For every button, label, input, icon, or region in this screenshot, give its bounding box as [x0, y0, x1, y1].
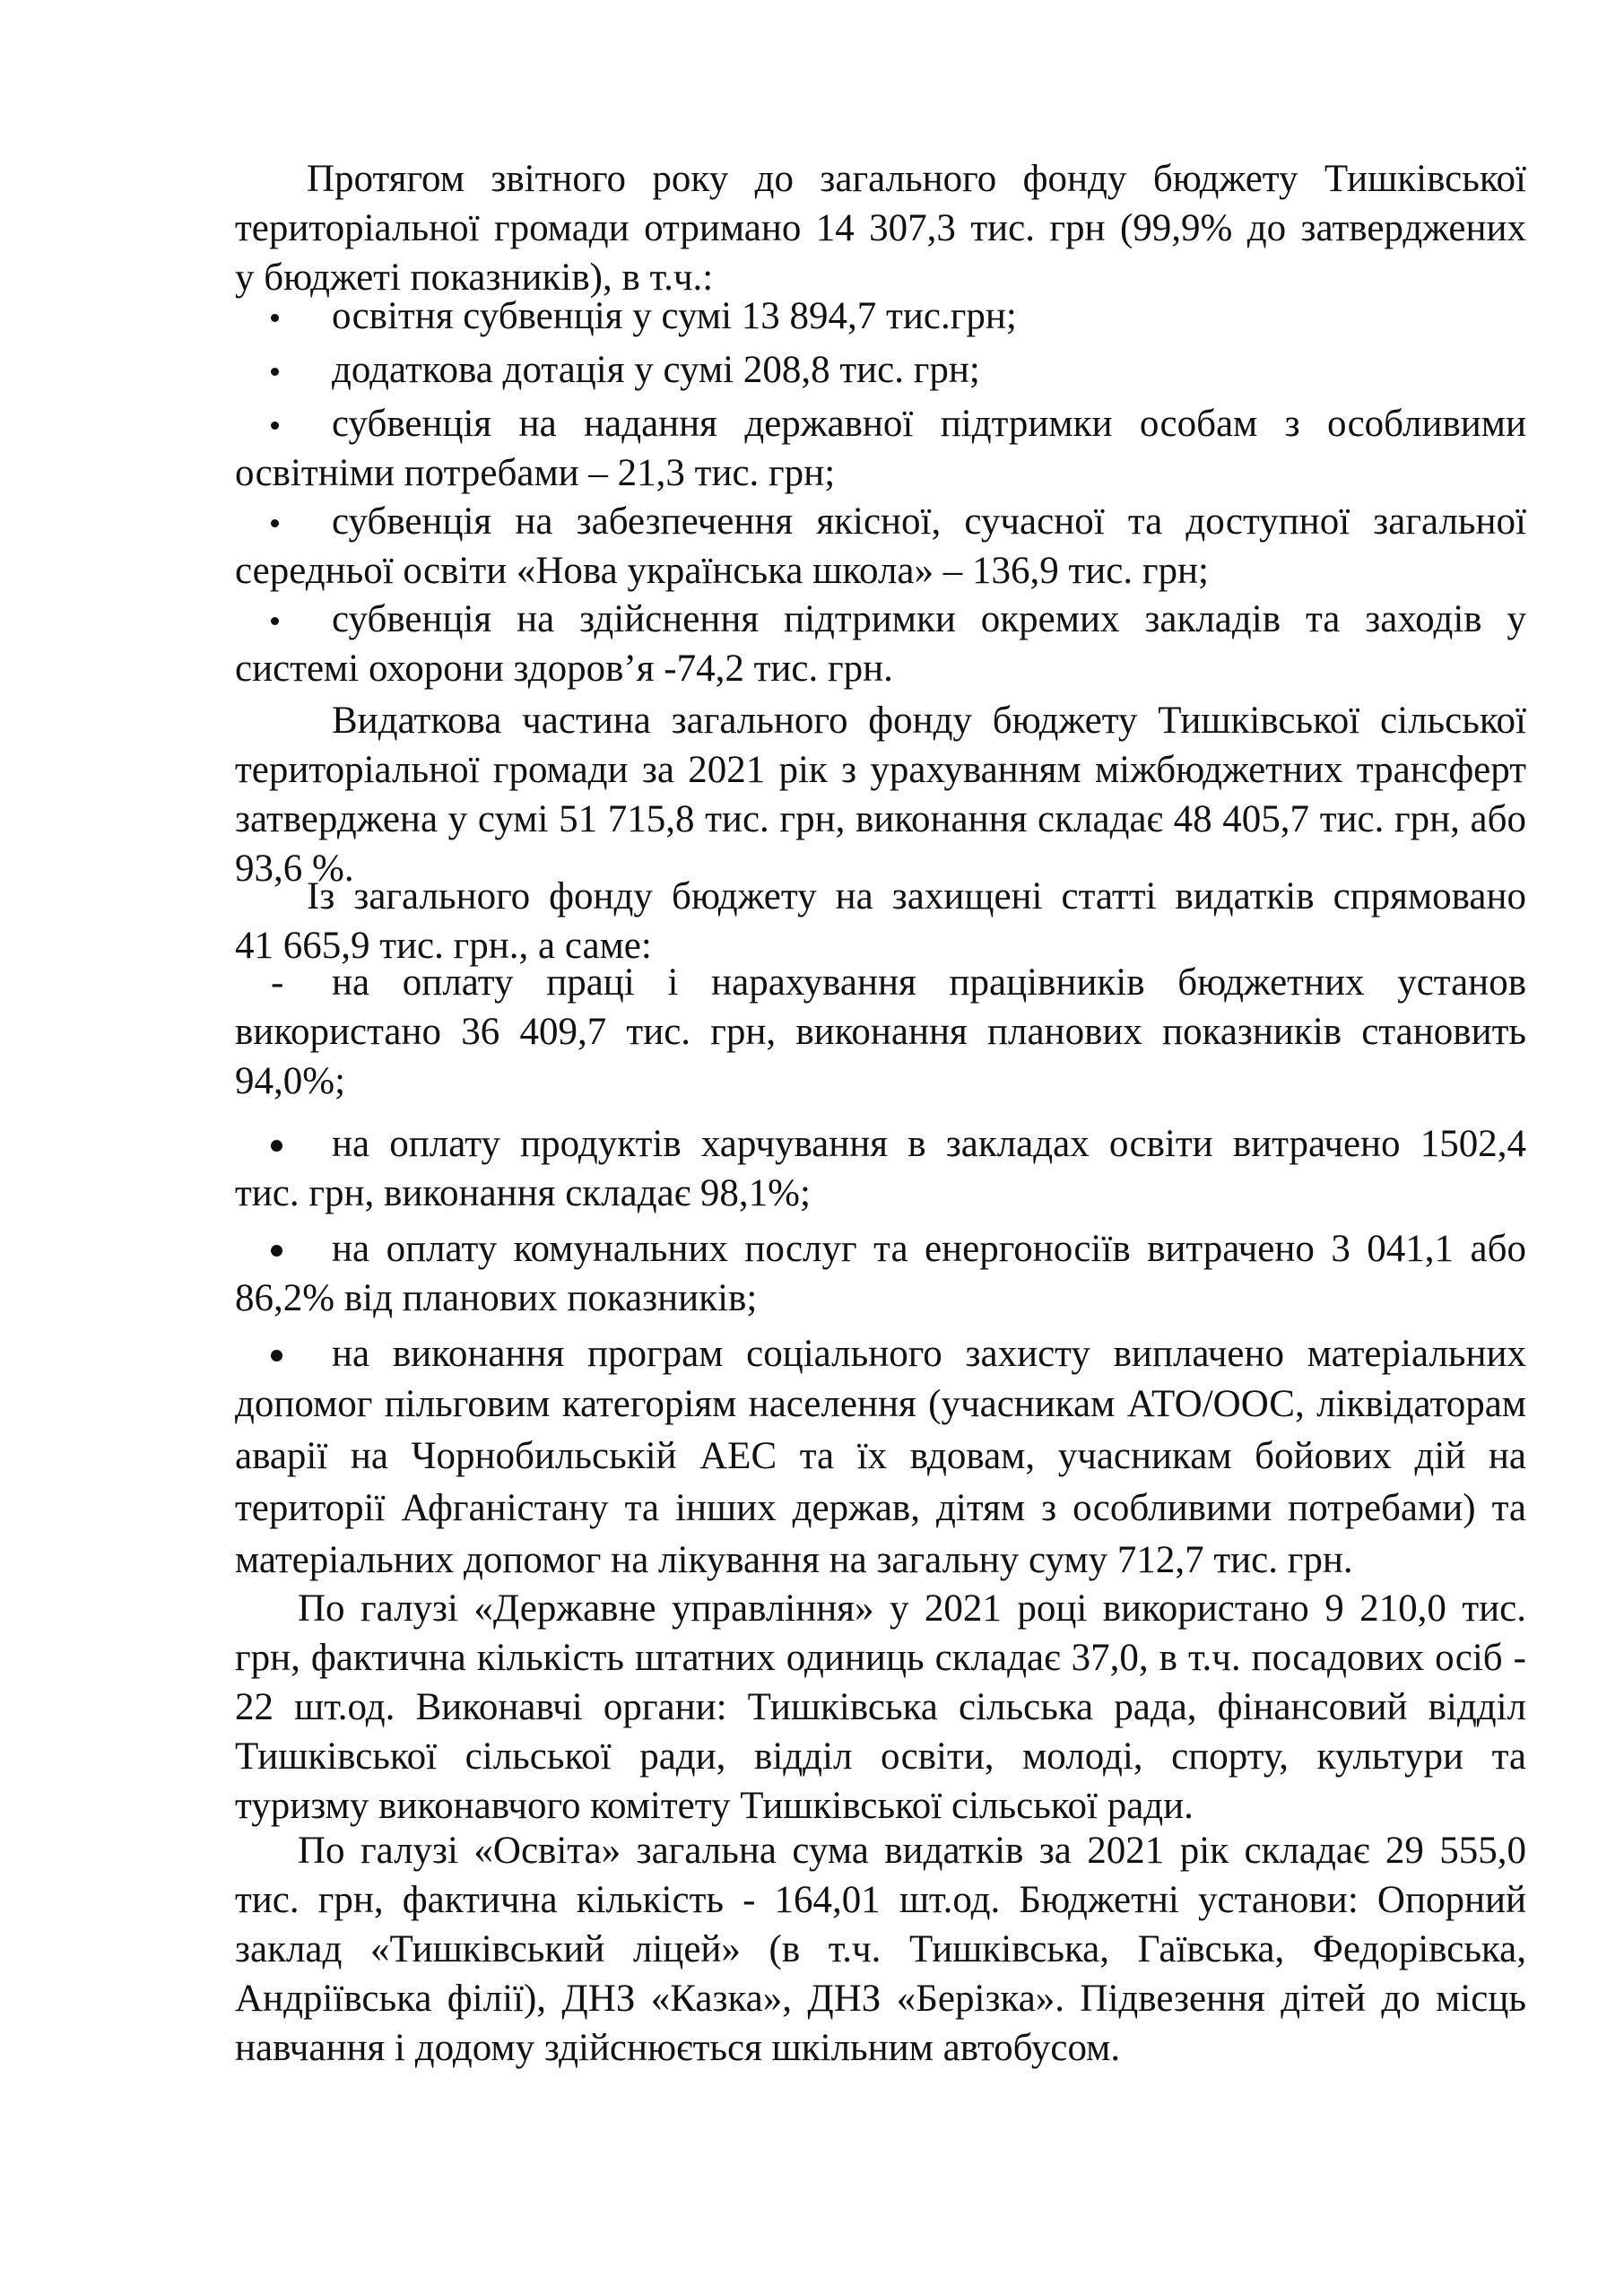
list-item — [235, 291, 1526, 341]
text-line: у бюджеті показників), в т.ч.: — [235, 257, 714, 299]
text-line: Протягом звітного року до загального фонду бюджету Тишківської — [307, 158, 1526, 200]
text-line: По галузі «Державне управління» у 2021 році використано 9 210,0 тис. — [298, 1587, 1526, 1630]
text-line: По галузі «Освіта» загальна сума видатків за 2021 рік складає 29 555,0 — [298, 1830, 1526, 1872]
paragraph-state-admin — [235, 1584, 1526, 1831]
list-item — [235, 399, 1526, 498]
text-line: туризму виконавчого комітету Тишківської сільської ради. — [235, 1785, 1194, 1827]
text-line: допомог пільговим категоріям населення (учасникам АТО/ООС, ліквідаторам — [235, 1383, 1526, 1425]
list-item — [235, 1329, 1526, 1587]
bullet-icon — [271, 399, 307, 448]
text-line: Видаткова частина загального фонду бюджету Тишківської сільської — [332, 700, 1526, 742]
paragraph-income — [235, 154, 1526, 302]
list-item — [235, 958, 1526, 1106]
list-item — [235, 497, 1526, 596]
text-line: системі охорони здоров’я -74,2 тис. грн. — [235, 648, 893, 690]
text-line: навчання і додому здійснюється шкільним автобусом. — [235, 2027, 1121, 2069]
list-item — [235, 595, 1526, 693]
text-line: використано 36 409,7 тис. грн, виконання планових показників становить — [235, 1011, 1526, 1053]
text-line: територіальної громади за 2021 рік з урахуванням міжбюджетних трансферт — [235, 749, 1526, 791]
bullet-icon — [271, 595, 307, 644]
text-line: субвенція на здійснення підтримки окремих закладів та заходів у — [332, 598, 1526, 640]
text-line: освітніми потребами – 21,3 тис. грн; — [235, 452, 836, 494]
text-line: 41 665,9 тис. грн., а саме: — [235, 925, 652, 967]
text-line: субвенція на забезпечення якісної, сучасної та доступної загальної — [332, 500, 1526, 543]
bullet-icon — [271, 497, 307, 546]
text-line: 22 шт.од. Виконавчі органи: Тишківська сільська рада, фінансовий відділ — [235, 1686, 1526, 1728]
text-line: затверджена у сумі 51 715,8 тис. грн, виконання складає 48 405,7 тис. грн, або — [235, 798, 1526, 840]
dash-marker: - — [271, 961, 284, 1004]
text-line: Андріївська філії), ДНЗ «Казка», ДНЗ «Берізка». Підвезення дітей до місць — [235, 1978, 1526, 2020]
text-line: 94,0%; — [235, 1060, 346, 1102]
text-line: на оплату продуктів харчування в закладах освіти витрачено 1502,4 — [332, 1123, 1526, 1165]
text-line: на виконання програм соціального захисту виплачено матеріальних — [332, 1333, 1526, 1375]
bullet-icon — [271, 1329, 307, 1378]
text-line: тис. грн, фактична кількість - 164,01 шт.од. Бюджетні установи: Опорний — [235, 1879, 1526, 1921]
text-line: аварії на Чорнобильській АЕС та їх вдовам, учасникам бойових дій на — [235, 1435, 1526, 1477]
text-line: субвенція на надання державної підтримки особам з особливими — [332, 403, 1526, 445]
text-line: Тишківської сільської ради, відділ освіти, молоді, спорту, культури та — [235, 1735, 1526, 1778]
paragraph-protected — [235, 872, 1526, 970]
list-item — [235, 1119, 1526, 1218]
text-line: тис. грн, виконання складає 98,1%; — [235, 1172, 811, 1214]
text-line: матеріальних допомог на лікування на загальну суму 712,7 тис. грн. — [235, 1539, 1353, 1581]
bullet-icon — [271, 345, 307, 395]
text-line: додаткова дотація у сумі 208,8 тис. грн; — [332, 349, 980, 391]
bullet-icon — [271, 1119, 307, 1169]
text-line: 86,2% від планових показників; — [235, 1277, 758, 1319]
paragraph-education — [235, 1826, 1526, 2073]
bullet-icon — [271, 1224, 307, 1274]
text-line: заклад «Тишківський ліцей» (в т.ч. Тишківська, Гаївська, Федорівська, — [235, 1928, 1526, 1970]
text-line: Із загального фонду бюджету на захищені статті видатків спрямовано — [307, 875, 1526, 918]
bullet-icon — [271, 291, 307, 341]
text-line: освітня субвенція у сумі 13 894,7 тис.грн; — [332, 295, 1017, 337]
text-line: на оплату комунальних послуг та енергоносіїв витрачено 3 041,1 або — [332, 1228, 1526, 1270]
text-line: 93,6 %. — [235, 848, 354, 890]
text-line: середньої освіти «Нова українська школа» – 136,9 тис. грн; — [235, 550, 1209, 592]
text-line: на оплату праці і нарахування працівників бюджетних установ — [332, 961, 1526, 1004]
text-line: територіальної громади отримано 14 307,3 тис. грн (99,9% до затверджених — [235, 207, 1526, 249]
paragraph-expenditure — [235, 696, 1526, 893]
list-item — [235, 1224, 1526, 1323]
text-line: території Афганістану та інших держав, дітям з особливими потребами) та — [235, 1487, 1526, 1529]
list-item — [235, 345, 1526, 395]
text-line: грн, фактична кількість штатних одиниць складає 37,0, в т.ч. посадових осіб - — [235, 1637, 1526, 1679]
